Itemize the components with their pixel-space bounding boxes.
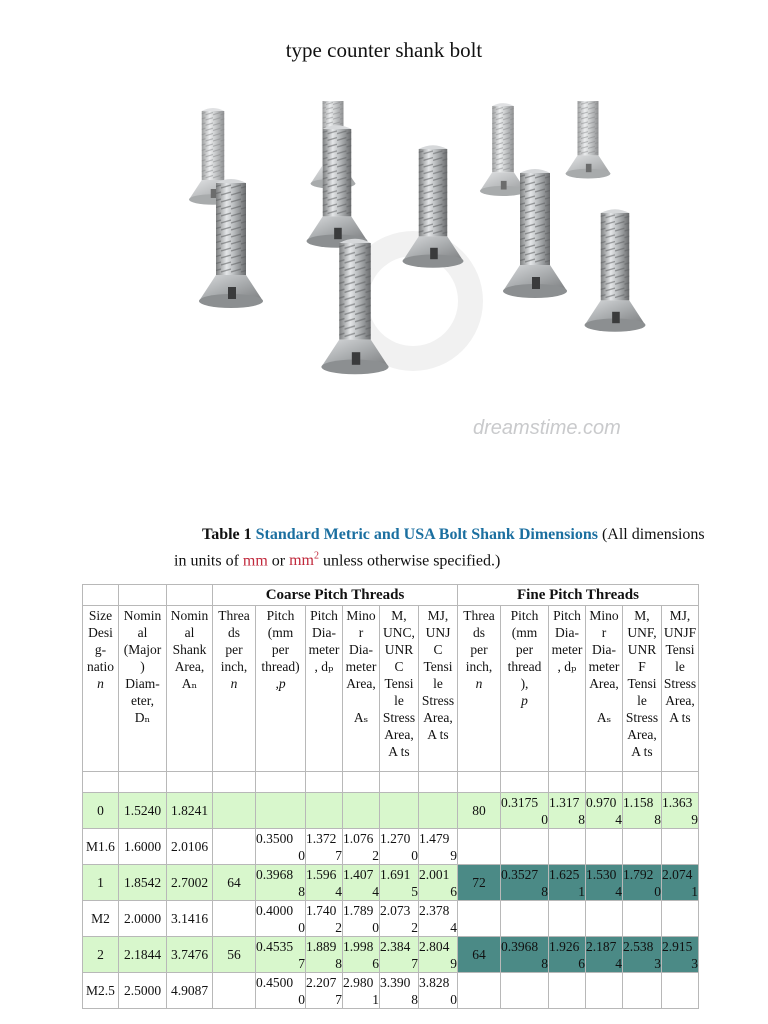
table-row (83, 793, 699, 829)
table-cell-f-minor (586, 901, 623, 937)
table-cell-c-mj: 3.828 0 (419, 974, 457, 1007)
table-cell-c-pd: 1.596 4 (306, 866, 342, 899)
table-cell-f-mj: 2.915 3 (662, 938, 698, 971)
table-cell-c-mj: 1.479 9 (419, 830, 457, 863)
table-cell-c-pd (306, 793, 343, 829)
table-cell-c-ts: 1.270 0 (380, 830, 418, 863)
table-cell-area: 4.9087 (167, 973, 213, 1009)
table-cell-f-pd (549, 901, 586, 937)
table-cell-area: 3.7476 (167, 937, 213, 973)
table-cell-f-mj (662, 829, 699, 865)
table-cell-f-mj: 1.363 9 (662, 794, 698, 827)
table-title: Standard Metric and USA Bolt Shank Dimensions (255, 526, 598, 543)
table-cell-diameter: 1.6000 (119, 829, 167, 865)
table-cell-size: M1.6 (83, 829, 119, 865)
coarse-pitch-header: Coarse Pitch Threads (213, 585, 458, 606)
table-cell-c-ts: 2.384 7 (380, 938, 418, 971)
table-cell-f-tpi (458, 901, 501, 937)
column-header: Pitch Dia- meter , dₚ (306, 606, 343, 772)
table-cell-c-tpi (213, 829, 256, 865)
column-header: Nomin al (Major ) Diam- eter, Dₙ (119, 606, 167, 772)
column-header: Mino r Dia- meter Area, Aₛ (586, 606, 623, 772)
table-cell-f-ts: 1.792 0 (623, 866, 661, 899)
table-cell-f-minor (586, 973, 623, 1009)
table-cell-c-minor: 1.407 4 (343, 866, 379, 899)
column-header: Pitch (mm per thread ), p (501, 606, 549, 772)
table-cell-c-minor: 1.076 2 (343, 830, 379, 863)
table-cell-f-mj (662, 901, 699, 937)
table-cell-f-pd: 1.625 1 (549, 866, 585, 899)
table-number: Table 1 (202, 526, 252, 543)
table-cell-diameter: 2.0000 (119, 901, 167, 937)
group-header-row (83, 585, 699, 606)
table-cell-size: 1 (83, 865, 119, 901)
fine-pitch-header: Fine Pitch Threads (458, 585, 699, 606)
table-cell-size: 0 (83, 793, 119, 829)
table-cell-f-ts: 2.538 3 (623, 938, 661, 971)
table-cell-c-tpi (213, 793, 256, 829)
table-cell-f-pitch: 0.3175 0 (501, 794, 548, 827)
column-header: Threa ds per inch, n (458, 606, 501, 772)
table-cell-f-minor: 2.187 4 (586, 938, 622, 971)
table-cell-f-pd: 1.317 8 (549, 794, 585, 827)
table-cell-area: 2.7002 (167, 865, 213, 901)
table-cell-f-pitch (501, 973, 549, 1009)
caption-connector: or (271, 552, 286, 570)
table-cell-c-mj: 2.804 9 (419, 938, 457, 971)
table-cell-f-minor (586, 829, 623, 865)
caption-pre: (All dimensions in units of (174, 526, 705, 570)
column-header: M, UNF, UNR F Tensi le Stress Area, A ts (623, 606, 662, 772)
table-cell-c-ts: 3.390 8 (380, 974, 418, 1007)
column-header: Mino r Dia- meter Area, Aₛ (343, 606, 380, 772)
table-row (83, 829, 699, 865)
table-cell-area: 1.8241 (167, 793, 213, 829)
column-header: Threa ds per inch, n (213, 606, 256, 772)
table-cell-f-tpi: 64 (458, 937, 501, 973)
table-cell-c-pitch: 0.4000 0 (256, 902, 305, 935)
table-cell-c-pitch: 0.4500 0 (256, 974, 305, 1007)
table-cell-f-minor: 1.530 4 (586, 866, 622, 899)
table-cell-c-pd: 1.740 2 (306, 902, 342, 935)
table-cell-f-mj: 2.074 1 (662, 866, 698, 899)
table-cell-c-tpi: 64 (213, 865, 256, 901)
table-cell-c-mj: 2.001 6 (419, 866, 457, 899)
table-cell-c-ts: 1.691 5 (380, 866, 418, 899)
table-cell-c-minor (343, 793, 380, 829)
column-header: Pitch Dia- meter , dₚ (549, 606, 586, 772)
caption-post: unless otherwise specified.) (323, 552, 501, 570)
table-cell-f-ts (623, 829, 662, 865)
table-cell-f-tpi (458, 973, 501, 1009)
column-header: MJ, UNJ C Tensi le Stress Area, A ts (419, 606, 458, 772)
unit-mm2: $mm^2$ (289, 551, 319, 570)
column-header-row (83, 606, 699, 772)
table-cell-f-tpi: 72 (458, 865, 501, 901)
unit-mm: mm (242, 552, 268, 570)
bolt-dimensions-table (82, 584, 699, 1009)
table-cell-diameter: 1.8542 (119, 865, 167, 901)
table-cell-c-minor: 1.789 0 (343, 902, 379, 935)
column-header: Size Desi g- natio n (83, 606, 119, 772)
table-row (83, 937, 699, 973)
table-cell-diameter: 2.1844 (119, 937, 167, 973)
table-cell-f-pitch: 0.3527 8 (501, 866, 548, 899)
page-title: type counter shank bolt (285, 38, 483, 62)
table-cell-c-pd: 2.207 7 (306, 974, 342, 1007)
table-body (83, 793, 699, 1009)
table-cell-area: 3.1416 (167, 901, 213, 937)
table-row (83, 865, 699, 901)
table-cell-c-minor: 1.998 6 (343, 938, 379, 971)
table-cell-size: M2.5 (83, 973, 119, 1009)
table-cell-c-mj (419, 793, 458, 829)
table-cell-f-ts (623, 901, 662, 937)
column-header: Nomin al Shank Area, Aₙ (167, 606, 213, 772)
table-cell-c-pitch: 0.4535 7 (256, 938, 305, 971)
bolts-photo (153, 101, 655, 442)
table-row (83, 973, 699, 1009)
table-caption (174, 524, 714, 572)
table-cell-c-tpi (213, 901, 256, 937)
table-cell-f-ts (623, 973, 662, 1009)
table-cell-c-ts (380, 793, 419, 829)
table-cell-f-minor: 0.970 4 (586, 794, 622, 827)
table-cell-area: 2.0106 (167, 829, 213, 865)
table-row (83, 901, 699, 937)
table-cell-diameter: 2.5000 (119, 973, 167, 1009)
spacer-row (83, 772, 699, 793)
watermark-text: dreamstime.com (473, 417, 621, 439)
table-cell-f-mj (662, 973, 699, 1009)
table-cell-f-pd (549, 973, 586, 1009)
table-cell-f-pitch (501, 901, 549, 937)
column-header: Pitch (mm per thread) ,p (256, 606, 306, 772)
table-cell-f-tpi: 80 (458, 793, 501, 829)
table-cell-c-tpi (213, 973, 256, 1009)
table-cell-c-pitch (256, 793, 306, 829)
table-cell-c-pd: 1.889 8 (306, 938, 342, 971)
column-header: MJ, UNJF Tensi le Stress Area, A ts (662, 606, 699, 772)
table-cell-c-ts: 2.073 2 (380, 902, 418, 935)
table-cell-c-pitch: 0.3500 0 (256, 830, 305, 863)
table-cell-f-pd (549, 829, 586, 865)
table-cell-c-minor: 2.980 1 (343, 974, 379, 1007)
table-cell-size: M2 (83, 901, 119, 937)
table-cell-f-ts: 1.158 8 (623, 794, 661, 827)
table-cell-f-pitch: 0.3968 8 (501, 938, 548, 971)
column-header: M, UNC, UNR C Tensi le Stress Area, A ts (380, 606, 419, 772)
table-cell-c-tpi: 56 (213, 937, 256, 973)
table-cell-size: 2 (83, 937, 119, 973)
table-cell-c-pitch: 0.3968 8 (256, 866, 305, 899)
table-cell-c-mj: 2.378 4 (419, 902, 457, 935)
table-cell-f-pitch (501, 829, 549, 865)
table-cell-c-pd: 1.372 7 (306, 830, 342, 863)
table-cell-diameter: 1.5240 (119, 793, 167, 829)
table-cell-f-tpi (458, 829, 501, 865)
table-cell-f-pd: 1.926 6 (549, 938, 585, 971)
